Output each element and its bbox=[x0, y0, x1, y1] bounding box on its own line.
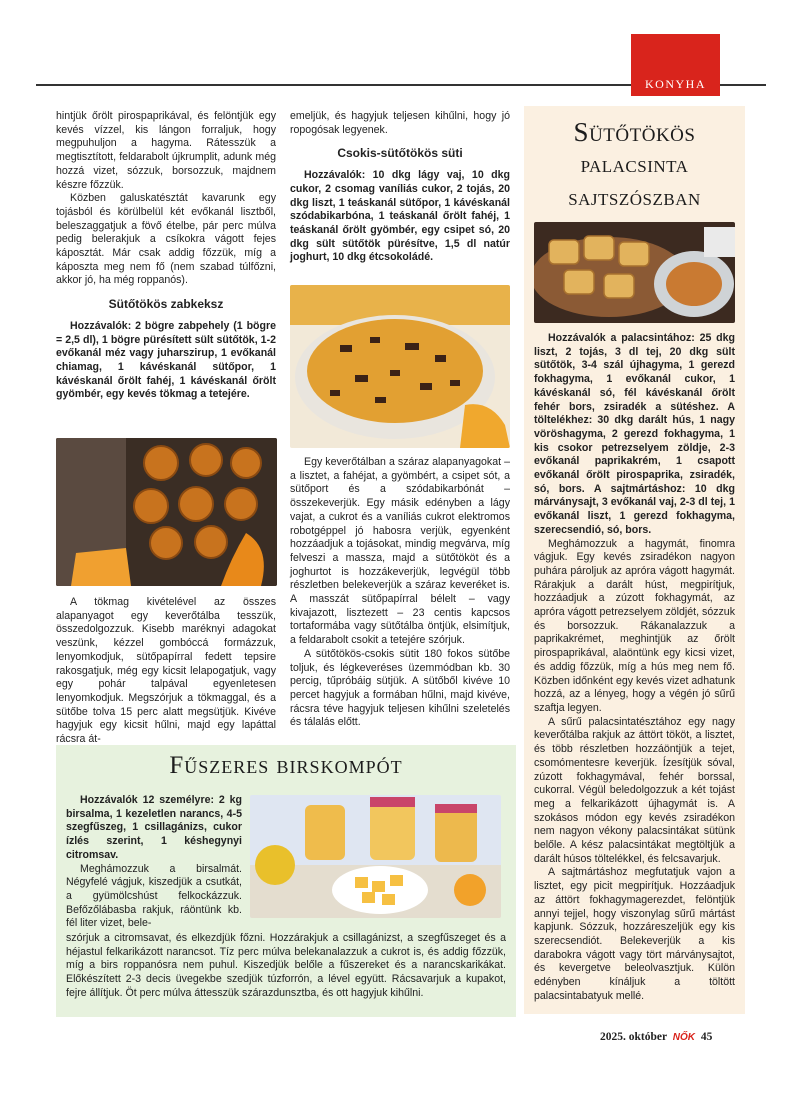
column-2-lower bbox=[290, 456, 510, 730]
zabkeksz-method-cont: emeljük, és hagyjuk teljesen kihűlni, hogy jó ropogósak legyenek. bbox=[290, 110, 510, 136]
pumpkin-cake-image bbox=[290, 285, 510, 448]
zabkeksz-method: A tökmag kivételével az összes alapanyagot egy keverőtálba tesszük, összedolgozzuk. Kisebb maréknyi adagokat veszünk, kézzel gombóccá formázzuk, lenyomkodjuk, sütőpapírral fedett tepsire rakosgatjuk, még egy kicsit lelapogatjuk, vagy egy pohár talpával egyenletesen lenyomkodjuk. Megszórjuk a tökmaggal, és a sütőbe tolva 15 perc alatt megsütjük. Kivéve hagyjuk egy kicsit hűlni, majd egy lapáttal rácsra át- bbox=[56, 596, 276, 746]
birskompot-title: Fűszeres birskompót bbox=[169, 752, 403, 779]
csokis-method-1: Egy keverőtálban a száraz alapanyagokat – a lisztet, a fahéjat, a gyömbért, a csipet sót, a sütőport és a szódabikarbónát – összekeverjük. Egy másik edényben a lágy vajat, a cukrot és a vaníliás cukrot elektromos robotgéppel jó habosra verjük, egyenként hozzáadjuk a tojásokat, mindig megvárva, míg felveszi a massza, majd a sütőtököt és a joghurtot is hozzákeverjük, legvégül több részletben belekeverjük a száraz keveréket is. A masszát sütőpapírral bélelt – vagy kivajazott, lisztezett – 23 centis kapcsos tortaformába vagy sütőtálba öntjük, elsimítjuk, a feldarabolt csokit a tetejére szórjuk. bbox=[290, 456, 510, 647]
dough-paragraph: Közben galuskatésztát kavarunk egy tojásból és körülbelül két evőkanál lisztből, beleszaggatjuk a fövő ételbe, pár perc múlva pedig belerakjuk a csíkokra vágott fejes káposztát. Már csak addig főzzük, míg a káposzta meg nem fő (nem szabad túlfőzni, akkor jó, ha még roppanós). bbox=[56, 192, 276, 287]
palacsinta-body bbox=[534, 332, 735, 1003]
palacsinta-title-line2: palacsinta bbox=[580, 152, 689, 178]
palacsinta-method-3: A sajtmártáshoz megfutatjuk vajon a lisztet, egy picit megpirítjuk. Hozzáadjuk az áttört fokhagymagerezdet, felöntjük annyi tejjel, hogy viszonylag sűrű mártást kapjunk. Sózzuk, hozzáreszeljük egy kis szerecsendiót. Belekeverjük a kis darabokra vágott vagy tört márványsajtot, és kevergetve beleolvasztjuk. Külön edényben kínáljuk a töltött palacsintabatyuk mellé. bbox=[534, 866, 735, 1002]
zabkeksz-title: Sütőtökös zabkeksz bbox=[108, 297, 224, 312]
issue-date: 2025. október bbox=[600, 1031, 667, 1043]
column-1 bbox=[56, 110, 276, 402]
column-2 bbox=[290, 110, 510, 265]
csokis-method-2: A sütőtökös-csokis sütit 180 fokos sütőbe toljuk, és légkeveréses üzemmódban kb. 30 percig, tűpróbáig sütjük. A sütőből kivéve 10 percet hagyjuk a formában hűlni, majd kivéve, rácsra téve hagyjuk teljesen kihűlni szeletelés és tálalás előtt. bbox=[290, 647, 510, 729]
birskompot-method-a: Meghámozzuk a birsalmát. Négyfelé vágjuk, kiszedjük a csutkát, a gyümölcshúst felkockázzuk. Befőzőlábasba rakjuk, ráöntünk kb. fél liter vizet, bele- bbox=[66, 862, 242, 930]
intro-paragraph: hintjük őrölt pirospaprikával, és felöntjük egy kevés vízzel, kis lángon forraljuk, hogy megpuhuljon a hagyma. Rátesszük a megtisztított, feldarabolt újkrumplit, adunk még hozzá vizet, sózzuk, borsozzuk, majdnem készre főzzük. bbox=[56, 110, 276, 191]
birskompot-body-lower bbox=[66, 932, 506, 1001]
zabkeksz-ingredients: Hozzávalók: 2 bögre zabpehely (1 bögre = 2,5 dl), 1 bögre pürésített sült sütőtök, 1-2 evőkanál méz vagy juharszirup, 1 evőkanál chiamag, 1 kávéskanál sütőpor, 1 kávéskanál őrölt fahéj, 1 kávéskanál őrölt gyömbér, egy kevés tökmag a tetejére. bbox=[56, 319, 276, 401]
magazine-logo: NŐK bbox=[672, 1032, 695, 1043]
birskompot-method-b: szórjuk a citromsavat, és elkezdjük főzni. Hozzárakjuk a csillagánizst, a szegfűszeget és a héjastul felkarikázott narancsot. Tíz perc múlva belekanalazzuk a cukrot is, és addig főzzük, míg a birs roppanósra nem puhul. Kiszedjük belőle a fűszereket és a narancskarikákat. Előkészített 2-3 decis üvegekbe szedjük túzforrón, a lével együtt. Rácsavarjuk a kupakot, fejre állítjuk. Öt perc múlva áttesszük szárazdunsztba, és ott hagyjuk kihűlni. bbox=[66, 932, 506, 999]
palacsinta-title-line1: Sütőtökös bbox=[573, 117, 696, 147]
birskompot-ingredients: Hozzávalók 12 személyre: 2 kg birsalma, 1 kezeletlen narancs, 4-5 szegfűszeg, 1 csillagánizs, cukor ízlés szerint, 1 késhegynyi citromsav. bbox=[66, 794, 242, 861]
csokis-ingredients: Hozzávalók: 10 dkg lágy vaj, 10 dkg cukor, 2 csomag vaníliás cukor, 2 tojás, 20 dkg liszt, 1 teáskanál sütőpor, 1 kávéskanál szódabikarbóna, 1 teáskanál őrölt fahéj, 1 teáskanál őrölt gyömbér, egy csipet só, 20 dkg sült sütőtök pürésítve, 1,5 dl natúr joghurt, 10 dkg étcsokoládé. bbox=[290, 169, 510, 264]
column-1-lower bbox=[56, 596, 276, 747]
birskompot-image bbox=[250, 795, 501, 918]
palacsinta-method-2: A sűrű palacsintatésztához egy nagy keverőtálba rakjuk az áttört tököt, a lisztet, és több részletben hozzáöntjük a tejet, csomómentesre keverjük. Ízesítjük sóval, zúzott fokhagymával, fehér borssal, cukorral. Végül beledolgozzuk a két tojást meg a felkarikázott újhagymát is. A szokásos módon egy kevés zsiradékon nem nagyon vékony palacsintákat sütünk belőle. A kész palacsintákat megtöltjük a darált húsos töltelékkel, és felcsavarjuk. bbox=[534, 715, 735, 865]
palacsinta-title bbox=[524, 116, 745, 215]
birskompot-photo bbox=[250, 795, 501, 918]
oat-cookies-image bbox=[56, 438, 277, 586]
palacsinta-image bbox=[534, 222, 735, 323]
page-footer bbox=[600, 1031, 712, 1043]
palacsinta-method-1: Meghámozzuk a hagymát, finomra vágjuk. Egy kevés zsiradékon nagyon puhára pároljuk az apróra vágott hagymát. Rárakjuk a darált húst, megpirítjuk, hozzáadjuk a zúzott fokhagymát, az apróra vágott petrezselyem zöldjét, sózzuk és borsozzuk. Rákanalazzuk a paprikakrémet, meghintjük az őrölt pirospaprikával, alaöntünk egy kicsi vizet, és addig főzzük, míg a hús meg nem fő. Közben időnként egy kevés vizet adhatunk hozzá, az a lényeg, hogy a végén jó sűrű szaftja legyen. bbox=[534, 537, 735, 714]
palacsinta-title-line3: sajtszószban bbox=[568, 185, 701, 211]
section-tag: KONYHA bbox=[631, 34, 720, 96]
birskompot-body bbox=[66, 794, 242, 931]
palacsinta-ingredients: Hozzávalók a palacsintához: 25 dkg liszt, 2 tojás, 3 dl tej, 20 dkg sült sütőtök, 3-4 szál újhagyma, 1 gerezd fokhagyma, 1 evőkanál cukor, 1 kávéskanál só, fél kávéskanál őrölt fehér bors, zsiradék a sütéshez. A töltelékhez: 30 dkg darált hús, 1 nagy vöröshagyma, 2 gerezd fokhagyma, 1 kis csokor petrezselyem zöldje, 2-3 evőkanál paprikakrém, 1 csapott evőkanál őrölt pirospaprika, zsiradék, só, bors. A sajtmártáshoz: 10 dkg márványsajt, 3 evőkanál vaj, 2-3 dl tej, 1 evőkanál liszt, 1 gerezd fokhagyma, szerecsendió, só, bors. bbox=[534, 332, 735, 536]
palacsinta-photo bbox=[534, 222, 735, 323]
oat-cookies-photo bbox=[56, 438, 277, 586]
pumpkin-cake-photo bbox=[290, 285, 510, 448]
page-number: 45 bbox=[700, 1031, 713, 1043]
csokis-title: Csokis-sütőtökös süti bbox=[337, 146, 463, 161]
